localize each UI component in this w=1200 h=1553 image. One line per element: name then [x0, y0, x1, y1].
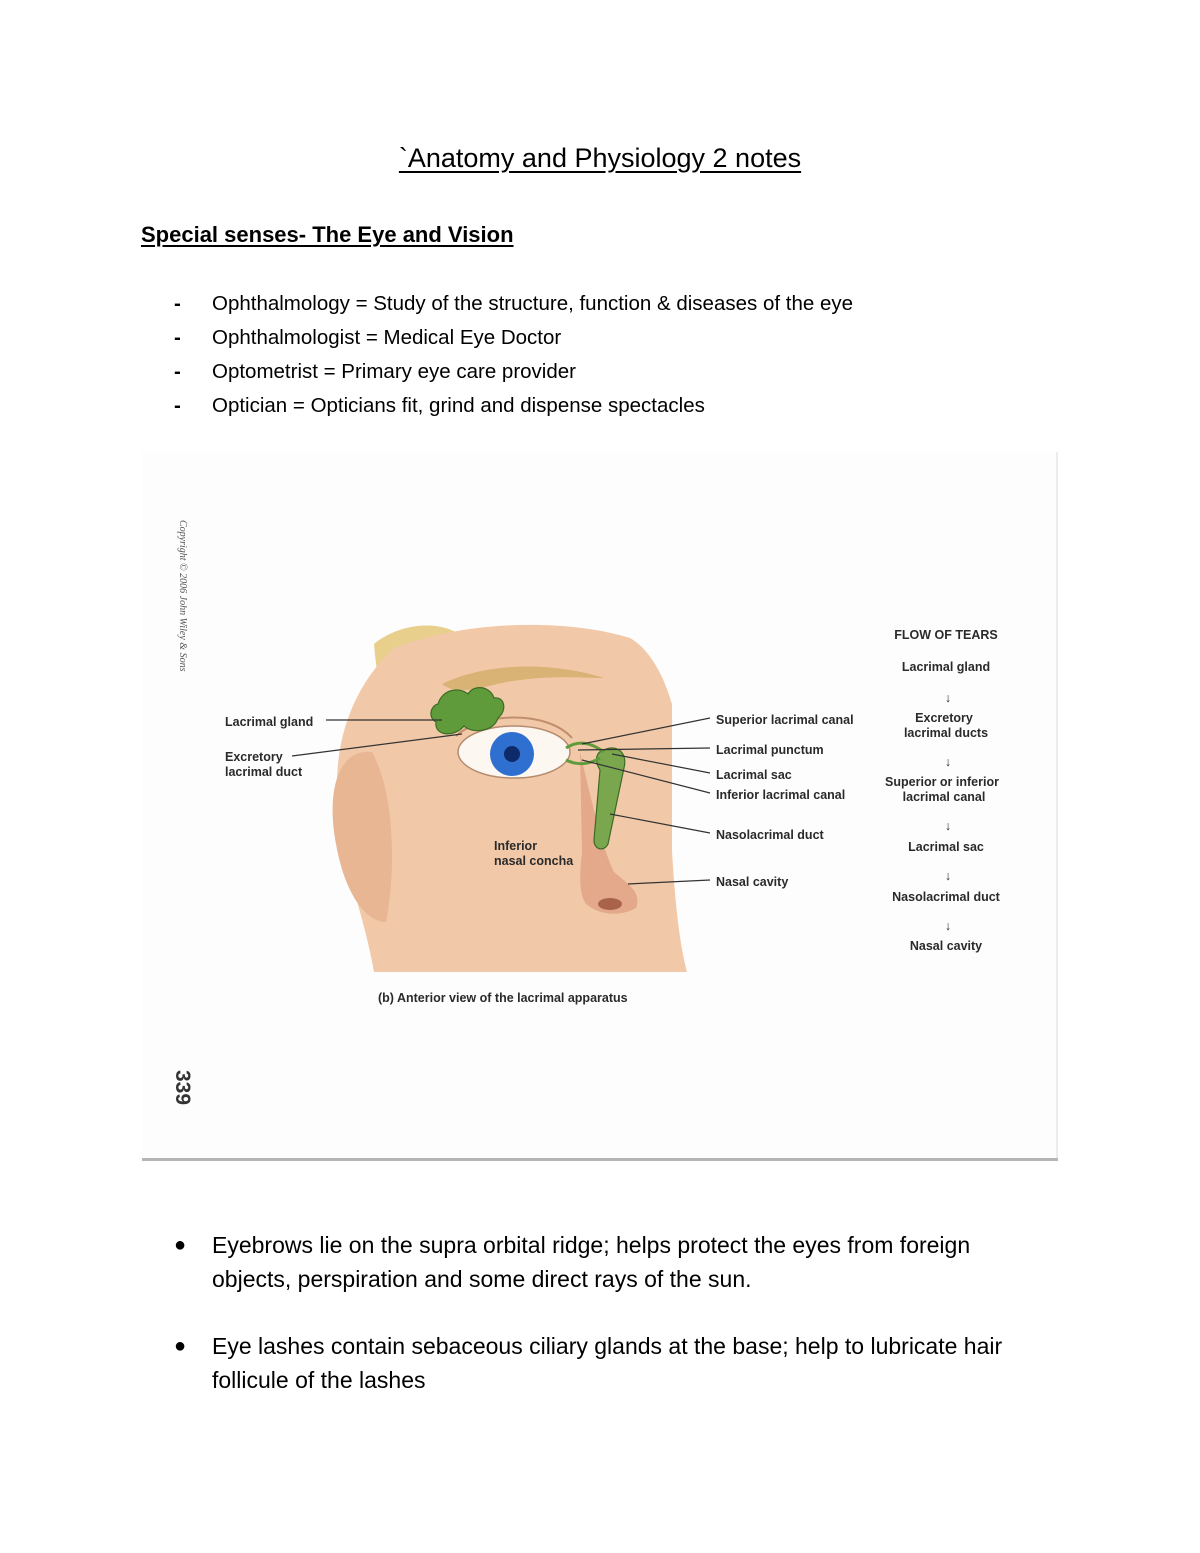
- list-item-text: Ophthalmologist = Medical Eye Doctor: [212, 326, 562, 349]
- dash-marker: -: [174, 326, 181, 349]
- label-excretory-duct-line1: Excretory: [225, 750, 283, 764]
- dash-marker: -: [174, 360, 181, 383]
- flow-step: Lacrimal sac: [908, 840, 984, 854]
- definitions-list: [174, 290, 853, 426]
- flow-step: Superior or inferior: [885, 775, 999, 789]
- flow-step: lacrimal ducts: [903, 726, 989, 740]
- section-heading: Special senses- The Eye and Vision: [141, 222, 514, 247]
- label-lacrimal-gland: Lacrimal gland: [225, 715, 314, 729]
- figure-caption: (b) Anterior view of the lacrimal apparatus: [378, 991, 628, 1005]
- label-nasal-cavity: Nasal cavity: [716, 875, 789, 889]
- flow-step: lacrimal canal: [902, 790, 986, 804]
- lacrimal-apparatus-figure: [142, 452, 1058, 1161]
- flow-step: Nasolacrimal duct: [892, 890, 1000, 904]
- list-item: [174, 290, 853, 324]
- label-excretory-duct-line2: lacrimal duct: [225, 765, 303, 779]
- bullet-icon: ●: [174, 1335, 187, 1357]
- list-item: [172, 1329, 1042, 1397]
- bullet-icon: ●: [174, 1234, 187, 1256]
- arrow-down-icon: ↓: [944, 819, 952, 833]
- page-title: `Anatomy and Physiology 2 notes: [398, 143, 802, 173]
- copyright-text: Copyright © 2006 John Wiley & Sons: [177, 520, 188, 672]
- dash-marker: -: [174, 292, 181, 315]
- label-lacrimal-sac: Lacrimal sac: [716, 768, 792, 782]
- arrow-down-icon: ↓: [944, 755, 952, 769]
- list-item-text: Optician = Opticians fit, grind and dispense spectacles: [212, 394, 705, 417]
- lacrimal-diagram: [142, 452, 1058, 1158]
- arrow-down-icon: ↓: [944, 919, 952, 933]
- label-superior-lacrimal-canal: Superior lacrimal canal: [716, 713, 854, 727]
- face-illustration: [333, 625, 687, 972]
- list-item-text: Eye lashes contain sebaceous ciliary glands at the base; help to lubricate hair follicule of the lashes: [212, 1333, 1003, 1393]
- label-inferior-lacrimal-canal: Inferior lacrimal canal: [716, 788, 846, 802]
- label-nasolacrimal-duct: Nasolacrimal duct: [716, 828, 824, 842]
- nostril-shape: [598, 898, 622, 910]
- arrow-down-icon: ↓: [944, 869, 952, 883]
- flow-step: Nasal cavity: [909, 939, 983, 953]
- label-inferior-concha-line2: nasal concha: [494, 854, 574, 868]
- flow-step: Excretory: [915, 711, 973, 725]
- page-number: 339: [171, 1070, 194, 1106]
- label-lacrimal-punctum: Lacrimal punctum: [716, 743, 824, 757]
- pupil-icon: [504, 746, 520, 762]
- list-item-text: Ophthalmology = Study of the structure, function & diseases of the eye: [212, 292, 853, 315]
- list-item: [174, 358, 853, 392]
- notes-bullet-list: [172, 1228, 1042, 1430]
- flow-of-tears: [885, 628, 1001, 953]
- label-inferior-concha-line1: Inferior: [494, 839, 538, 853]
- arrow-down-icon: ↓: [944, 691, 952, 705]
- flow-title: FLOW OF TEARS: [894, 628, 998, 642]
- list-item: [174, 324, 853, 358]
- list-item-text: Optometrist = Primary eye care provider: [212, 360, 576, 383]
- flow-step: Lacrimal gland: [901, 660, 991, 674]
- list-item: [174, 392, 853, 426]
- dash-marker: -: [174, 394, 181, 417]
- list-item-text: Eyebrows lie on the supra orbital ridge; helps protect the eyes from foreign objects, perspiration and some direct rays of the sun.: [212, 1232, 971, 1292]
- list-item: [172, 1228, 1042, 1296]
